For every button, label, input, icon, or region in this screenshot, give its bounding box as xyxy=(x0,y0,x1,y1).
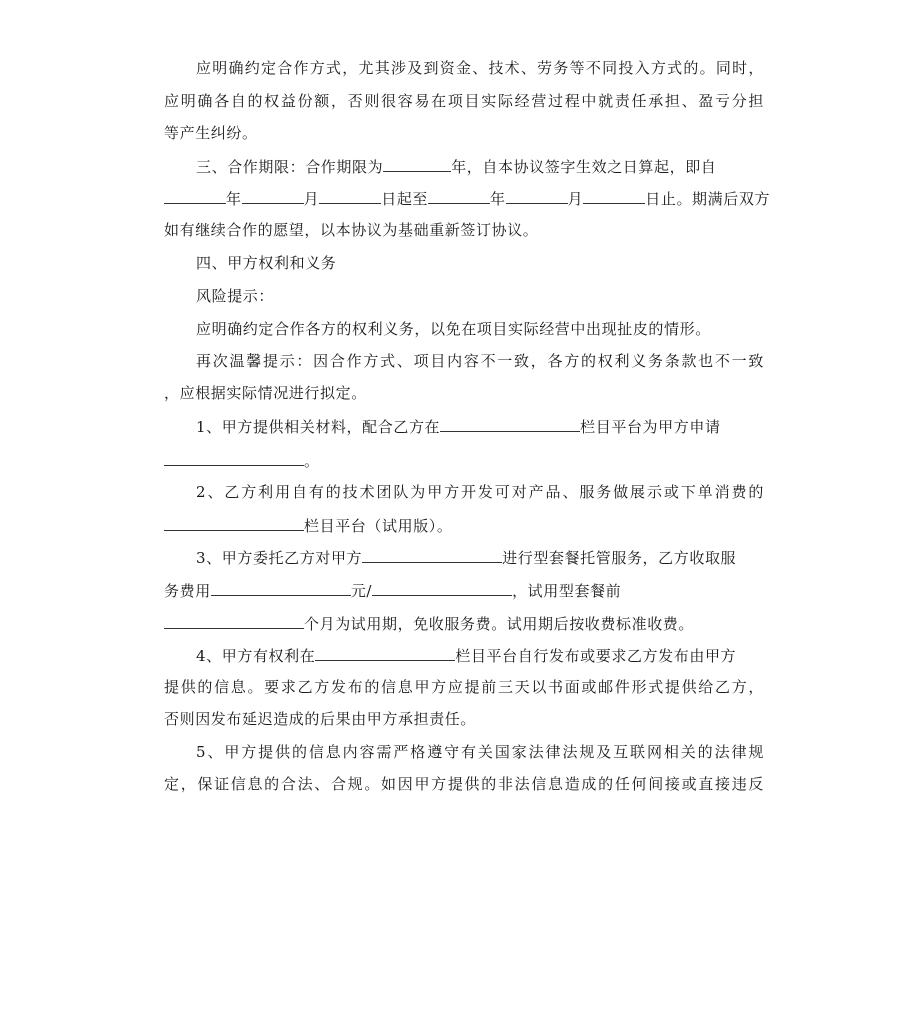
section-term-line-2 xyxy=(164,188,771,209)
item-2-platform-blank[interactable] xyxy=(164,515,304,531)
item-2-text: 栏目平台（试用版）。 xyxy=(304,517,453,535)
month-label: 月 xyxy=(567,190,584,208)
day-to-label: 日起至 xyxy=(381,190,429,208)
start-year-blank[interactable] xyxy=(164,188,226,204)
item-5-line-1: 5、甲方提供的信息内容需严格遵守有关国家法律法规及互联网相关的法律规 xyxy=(196,743,764,761)
section-term-line-1 xyxy=(196,156,764,177)
item-3-trial-label: ，试用型套餐前 xyxy=(512,582,622,600)
item-3-months-blank[interactable] xyxy=(164,613,304,629)
item-1-text-2: 栏目平台为甲方申请 xyxy=(580,418,721,436)
paragraph-cooperation-mode-line-2: 应明确各自的权益份额，否则很容易在项目实际经营过程中就责任承担、盈亏分担 xyxy=(164,92,764,110)
start-day-blank[interactable] xyxy=(319,188,381,204)
item-3-trial-text: 个月为试用期，免收服务费。试用期后按收费标准收费。 xyxy=(304,615,695,633)
risk-label: 风险提示： xyxy=(196,287,275,305)
end-day-blank[interactable] xyxy=(583,188,645,204)
year-label: 年 xyxy=(490,190,506,208)
item-4-text-2: 栏目平台自行发布或要求乙方发布由甲方 xyxy=(455,647,737,665)
paragraph-reminder-line-1: 再次温馨提示：因合作方式、项目内容不一致，各方的权利义务条款也不一致 xyxy=(196,352,764,370)
item-4-text: 4、甲方有权利在 xyxy=(196,647,316,665)
item-3-party-blank[interactable] xyxy=(362,547,502,563)
item-5-line-2: 定，保证信息的合法、合规。如因甲方提供的非法信息造成的任何间接或直接违反 xyxy=(164,775,764,793)
start-month-blank[interactable] xyxy=(242,188,304,204)
term-years-blank[interactable] xyxy=(383,156,451,172)
item-3-period-blank[interactable] xyxy=(372,580,512,596)
item-3-text: 3、甲方委托乙方对甲方 xyxy=(196,549,363,567)
paragraph-cooperation-mode-line-3: 等产生纠纷。 xyxy=(164,124,258,142)
item-1-platform-blank[interactable] xyxy=(440,416,580,432)
item-3-fee-label: 务费用 xyxy=(164,582,211,600)
section-term-line-3: 如有继续合作的愿望，以本协议为基础重新签订协议。 xyxy=(164,221,539,239)
month-label: 月 xyxy=(303,190,320,208)
item-4-line-1 xyxy=(196,645,764,666)
item-1-end: 。 xyxy=(304,452,320,470)
item-1-line-2 xyxy=(164,450,764,471)
term-label: 三、合作期限：合作期限为 xyxy=(196,158,384,176)
item-3-text-2: 进行型套餐托管服务，乙方收取服 xyxy=(502,549,737,567)
end-month-blank[interactable] xyxy=(506,188,568,204)
paragraph-cooperation-mode-line-1: 应明确约定合作方式，尤其涉及到资金、技术、劳务等不同投入方式的。同时， xyxy=(196,59,764,77)
item-2-line-2 xyxy=(164,515,764,536)
item-1-line-1 xyxy=(196,416,764,437)
year-label: 年 xyxy=(226,190,242,208)
item-4-platform-blank[interactable] xyxy=(315,645,455,661)
item-3-line-3 xyxy=(164,613,764,634)
item-1-apply-blank[interactable] xyxy=(164,450,304,466)
day-end-label: 日止。期满后双方 xyxy=(645,190,771,208)
item-3-fee-blank[interactable] xyxy=(211,580,351,596)
item-3-line-2 xyxy=(164,580,764,601)
item-2-line-1: 2、乙方利用自有的技术团队为甲方开发可对产品、服务做展示或下单消费的 xyxy=(196,483,764,501)
item-4-line-2: 提供的信息。要求乙方发布的信息甲方应提前三天以书面或邮件形式提供给乙方， xyxy=(164,678,764,696)
section-heading-party-a: 四、甲方权利和义务 xyxy=(196,254,337,272)
term-clause: 年，自本协议签字生效之日算起，即自 xyxy=(451,158,717,176)
item-3-line-1 xyxy=(196,547,764,568)
item-4-line-3: 否则因发布延迟造成的后果由甲方承担责任。 xyxy=(164,710,477,728)
paragraph-rights-obligations: 应明确约定合作各方的权利义务，以免在项目实际经营中出现扯皮的情形。 xyxy=(196,320,711,338)
paragraph-reminder-line-2: ，应根据实际情况进行拟定。 xyxy=(164,384,367,402)
end-year-blank[interactable] xyxy=(428,188,490,204)
item-1-text: 1、甲方提供相关材料，配合乙方在 xyxy=(196,418,441,436)
item-3-unit: 元/ xyxy=(350,582,373,600)
